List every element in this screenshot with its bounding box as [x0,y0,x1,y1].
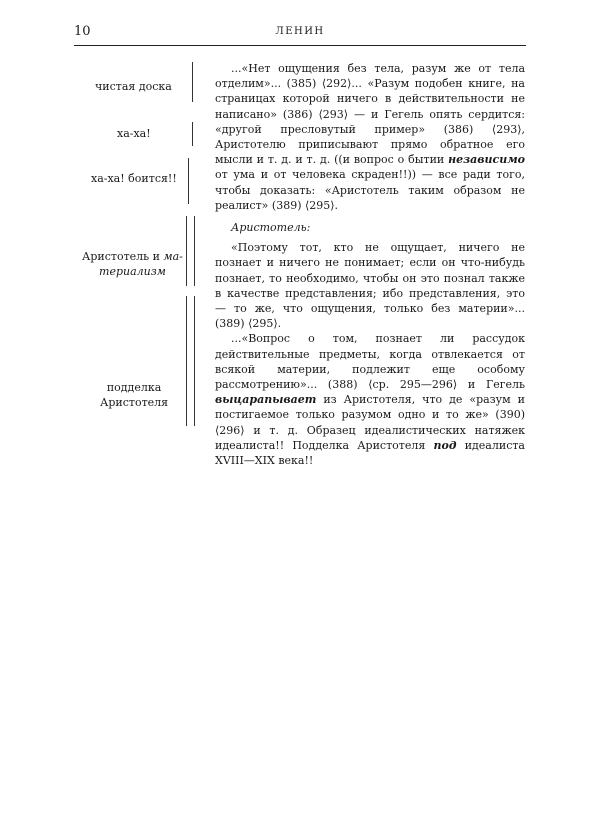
paragraph-3 [215,331,525,468]
margin-bar [192,62,193,102]
text-run: ...«Вопрос о том, познает ли рассудок действительные предметы, когда отвлекается от всякой материи, подлежит еще особому рассмотрению»... (388) ⟨ср. 295—296⟩ и Гегель [215,332,525,392]
emphasis: независимо [448,153,525,167]
text-run: из Аристотеля, что де «разум и постигаемое только разумом одно и то же» (390) ⟨296⟩ и т. д. Образец идеалистических натяжек идеалиста!! Подделка Аристотеля [215,393,525,452]
paragraph-2: «Поэтому тот, кто не ощущает, ничего не познает и ничего не понимает; если он что-нибудь познает, то необходимо, чтобы он это познал также в качестве представления; ибо представления, это — то же, что ощущения, только без материи»... (389) ⟨295⟩. [215,241,525,331]
note-line-italic: ма- [163,250,183,263]
margin-bar [192,122,193,146]
emphasis: выцарапывает [215,393,317,407]
text-run: идеалиста XVIII—XIX века!! [215,438,525,468]
page-number: 10 [74,24,91,39]
margin-double-bar [186,216,195,286]
subheading: Аристотель: [231,221,311,235]
note-line: Аристотель и [82,250,164,263]
margin-note-forgery [100,380,168,410]
text-run: ...«Нет ощущения без тела, разум же от тела отделим»... (385) ⟨292⟩... «Разум подобен книге, на страницах которой ничего в действительности не написано» (386) ⟨293⟩ — и Гегель опять сердится: «другой пресловутый пример» (386) ⟨293⟩, Аристотелю приписывают прямо обратное его мысли и т. д. и т. д. ((и вопрос о бытии [215,62,525,167]
margin-double-bar [186,296,195,426]
running-title: ЛЕНИН [275,26,325,37]
note-line-italic-2: териализм [99,265,166,278]
margin-note-clean-slate: чистая доска [95,80,172,93]
body-text [215,61,525,468]
header-rule [74,45,526,46]
note-line-2: Аристотеля [100,396,169,409]
emphasis: под [433,438,457,452]
paragraph-1 [215,61,525,213]
margin-note-aristotle-materialism [82,249,183,279]
margin-bar [188,158,189,204]
note-line: подделка [106,381,162,394]
margin-note-ha-ha-afraid: ха-ха! боится!! [91,172,177,185]
text-run: от ума и от человека скраден!!)) — все ради того, чтобы доказать: «Аристотель таким образом не реалист» (389) ⟨295⟩. [215,168,525,212]
margin-note-ha-ha: ха-ха! [117,127,151,140]
